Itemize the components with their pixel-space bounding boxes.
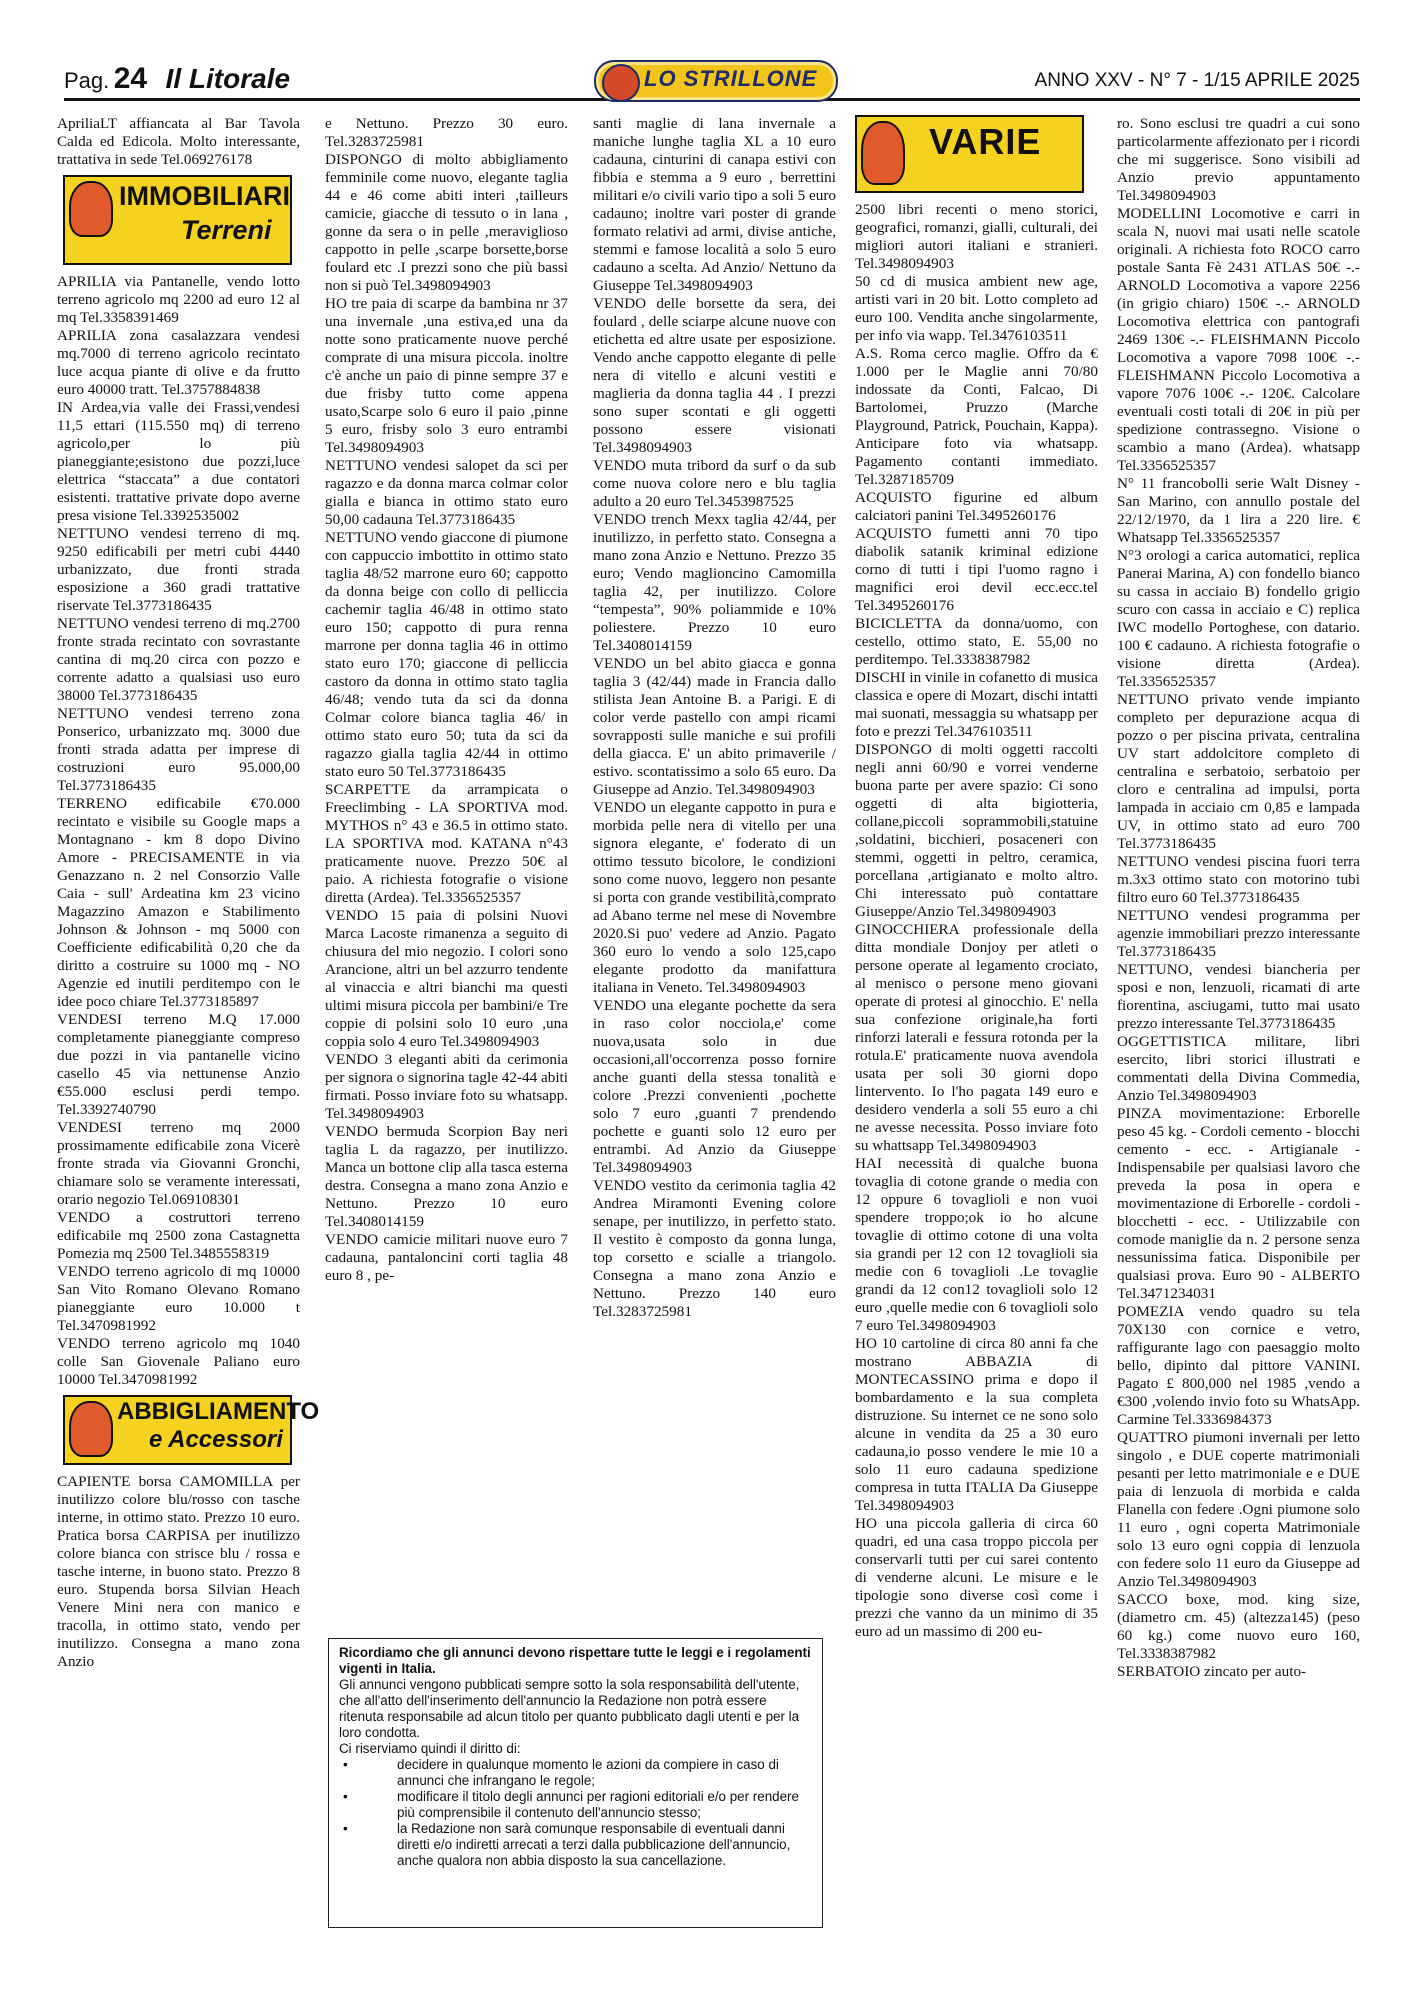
classified-ad: VENDO un bel abito giacca e gonna taglia 3 (42/44) made in Francia dallo stilista Jean Antoine B. a Parigi. E di color verde pastello con ampi ricami sovrapposti sulle maniche e sui profili della giacca. E' un abito primaverile / estivo. scontatissimo a solo 65 euro. Da Giuseppe ad Anzio. Tel.3498094903 [593,655,836,798]
classified-ad: ACQUISTO fumetti anni 70 tipo diabolik satanik kriminal edizione corno di tutti i tipi l'uomo ragno i magnifici eroi devil ecc.ecc.tel Tel.3495260176 [855,525,1098,614]
section-badge-abbigliamento [63,1395,320,1465]
classified-ad: VENDO a costruttori terreno edificabile mq 2500 zona Castagnetta Pomezia mq 2500 Tel.3485558319 [57,1209,300,1262]
newsboy-mascot-icon [69,181,113,237]
lo-strillone-logo [594,60,838,102]
classified-ad: 2500 libri recenti o meno storici, geografici, romanzi, gialli, culturali, dei migliori autori italiani e stranieri. Tel.3498094903 [855,201,1098,272]
notice-title: Ricordiamo che gli annunci devono rispettare tutte le leggi e i regolamenti vigenti in Italia. [339,1645,811,1676]
section-subtitle: Terreni [181,215,272,245]
mascot-icon [602,64,640,102]
classified-ad: DISPONGO di molti oggetti raccolti negli anni 60/90 e vorrei venderne buona parte per avere spazio: Ci sono oggetti di alta bigiotteria, collane,piccoli soprammobili,statuine ,soldatini, bicchieri, posaceneri con stemmi, oggetti in peltro, ceramica, porcellana ,artigianato e molto altro. Chi interessato può contattare Giuseppe/Anzio Tel.3498094903 [855,741,1098,920]
classified-ad: TERRENO edificabile €70.000 recintato e visibile su Google maps a Montagnano - km 8 dopo Divino Amore - PRECISAMENTE in via Genazzano n. 2 nel Consorzio Valle Caia - sull' Ardeatina km 23 vicino Magazzino Amazon e Stabilimento Johnson & Johnson - mq 5000 con Coefficiente edificabilità 0,20 che da diritto a costruire su 1000 mq - NO Agenzie ed inutili perditempo con le idee poco chiare Tel.3773185897 [57,795,300,1010]
classified-ad: SCARPETTE da arrampicata o Freeclimbing - LA SPORTIVA mod. MYTHOS n° 43 e 36.5 in ottimo stato. LA SPORTIVA mod. KATANA n°43 praticamente nuove. Prezzo 50€ al paio. A richiesta fotografie o visione diretta (Ardea). Tel.3356525357 [325,781,568,906]
classified-ad: VENDO delle borsette da sera, dei foulard , delle sciarpe alcune nuove con etichetta ed altre usate per esposizione. Vendo anche cappotto elegante di pelle nera di vitello e alcuni vestiti e maglieria da donna taglia 44 . I prezzi sono super scontati e gli oggetti possono essere visionati Tel.3498094903 [593,295,836,456]
classified-ad: N°3 orologi a carica automatici, replica Panerai Marina, A) con fondello bianco su cassa in acciaio B) fondello grigio scuro con cassa in acciaio e C) replica IWC modello Portoghese, con datario. 100 € cadauno. A richiesta fotografie o visione diretta (Ardea). Tel.3356525357 [1117,547,1360,690]
page-number: 24 [113,62,148,95]
header-left [64,62,290,96]
notice-item-text: la Redazione non sarà comunque responsabile di eventuali danni diretti e/o indiretti arrecati a terzi dalla pubblicazione dell'annuncio, anche qualora non abbia disposto la sua cancellazione. [397,1821,791,1868]
newspaper-name: Il Litorale [165,63,291,94]
classified-ad: NETTUNO privato vende impianto completo per depurazione acqua di pozzo o per piscina privata, centralina UV start addolcitore completo di centralina e serbatoio, serbatoio per cloro e centralina ad impulsi, porta lampada in acciaio cm 0,85 e lampada UV, in ottimo stato ad euro 700 Tel.3773186435 [1117,691,1360,852]
classified-ad: DISPONGO di molto abbigliamento femminile come nuovo, elegante taglia 44 e 46 come abiti interi ,tailleurs camicie, giacche di tessuto o in lana , gonne da sera o in pelle ,meraviglioso cappotto in pelle ,scarpe borsette,borse foulard etc .I prezzi sono che più bassi non si può Tel.3498094903 [325,151,568,294]
classified-ad: GINOCCHIERA professionale della ditta mondiale Donjoy per atleti o persone operate al legamento crociato, al menisco o persone meno giovani operate di protesi al ginocchio. E' nella sua confezione originale,ha forti rinforzi laterali e fessura rotonda per la rotula.E' praticamente nuova avendola usata per soli 30 giorni dopo lintervento. Io l'ho pagata 149 euro e desidero venderla a soli 55 euro a chi ne avesse necessita. Posso inviare foto su whattsapp Tel.3498094903 [855,921,1098,1154]
classified-ad: OGGETTISTICA militare, libri esercito, libri storici illustrati e commentati della Divina Commedia, Anzio Tel.3498094903 [1117,1033,1360,1104]
classified-ad: POMEZIA vendo quadro su tela 70X130 con cornice e vetro, raffigurante lago con paesaggio molto bello, dipinto dal pittore VANINI. Pagato £ 800,000 nel 1985 ,vendo a €300 ,volendo invio foto su WhatsApp. Carmine Tel.3336984373 [1117,1303,1360,1428]
section-title: ABBIGLIAMENTO [117,1398,320,1425]
rules-notice-box [328,1638,823,1928]
classified-ad: NETTUNO vendesi piscina fuori terra m.3x3 ottimo stato con motorino tubi filtro euro 60 Tel.3773186435 [1117,853,1360,906]
classified-ad: MODELLINI Locomotive e carri in scala N, nuovi mai usati nelle scatole originali. A richiesta foto ROCO carro postale Santa Fè 2431 ATLAS 50€ -.- ARNOLD Locomotiva a vapore 2256 (in grigio chiaro) 150€ -.- ARNOLD Locomotiva elettrica con pantografi 2469 130€ -.- FLEISHMANN Piccolo Locomotiva a vapore 7098 100€ -.- FLEISHMANN Piccolo Locomotiva a vapore 7076 100€ -.- 120€. Calcolare eventuali costi totali di 20€ in più per spedizione contrassegno. Visione o scambio a mano (Ardea). whatsapp Tel.3356525357 [1117,205,1360,474]
classified-ad: QUATTRO piumoni invernali per letto singolo , e DUE coperte matrimoniali pesanti per letto matrimoniale e e DUE paia di lenzuola di morbida e calda Flanella con federe .Ogni piumone solo 11 euro , ogni coperta Matrimoniale solo 13 euro ogni coppia di lenzuola con federe solo 11 euro da Giuseppe ad Anzio Tel.3498094903 [1117,1429,1360,1590]
section-title: IMMOBILIARI [119,181,290,211]
classified-ad: NETTUNO vendesi terreno zona Ponserico, urbanizzato mq. 3000 due fronti strada adatta per imprese di costruzioni euro 95.000,00 Tel.3773186435 [57,705,300,794]
classified-ad: DISCHI in vinile in cofanetto di musica classica e opere di Mozart, dischi intatti mai suonati, messaggia su whatsapp per foto e prezzi Tel.3476103511 [855,669,1098,740]
classified-ad: SACCO boxe, mod. king size, (diametro cm. 45) (altezza145) (peso 60 kg.) come nuovo euro 160, Tel.3338387982 [1117,1591,1360,1662]
classified-ad: ACQUISTO figurine ed album calciatori panini Tel.3495260176 [855,489,1098,524]
notice-item [339,1757,812,1789]
notice-item [339,1821,812,1869]
notice-list [339,1757,812,1869]
bullet-icon: • [343,1789,348,1804]
classified-ad: e Nettuno. Prezzo 30 euro. Tel.3283725981 [325,115,568,150]
section-title: VARIE [929,121,1042,162]
notice-body: Gli annunci vengono pubblicati sempre sotto la sola responsabilità dell'utente, che all'atto dell'inserimento dell'annuncio la Redazione non potrà essere ritenuta responsabile ad alcun titolo per quanto pubblicato dagli utenti e per la loro condotta. [339,1677,800,1740]
classified-ad: VENDO terreno agricolo di mq 10000 San Vito Romano Olevano Romano pianeggiante euro 10.000 t Tel.3470981992 [57,1263,300,1334]
classified-ad: santi maglie di lana invernale a maniche lunghe taglia XL a 10 euro cadauna, cinturini di canapa estivi con fibbia e stemma a 9 euro , berrettini militari e/o civili vario tipo a soli 5 euro cadauno; inoltre vari poster di grande formato relativi ad armi, divise antiche, stemmi e famose località a solo 5 euro cadauno a scelta. Ad Anzio/ Nettuno da Giuseppe Tel.3498094903 [593,115,836,294]
column-1 [57,115,320,1671]
classified-ad: VENDO trench Mexx taglia 42/44, per inutilizzo, in perfetto stato. Consegna a mano zona Anzio e Nettuno. Prezzo 35 euro; Vendo maglioncino Camomilla taglia 42, per inutilizzo. Colore “tempesta”, 90% poliammide e 10% poliestere. Prezzo 10 euro Tel.3408014159 [593,511,836,654]
classified-ad: ApriliaLT affiancata al Bar Tavola Calda ed Edicola. Molto interessante, trattativa in sede Tel.069276178 [57,115,300,168]
classified-ad: HO tre paia di scarpe da bambina nr 37 una invernale ,una estiva,ed una da notte sono praticamente nuove perché comprate di una misura piccola. inoltre c'è anche un paio di pinne sempre 37 e due frisby tutto come appena usato,Scarpe solo 6 euro il paio ,pinne 5 euro, frisby solo 3 euro entrambi Tel.3498094903 [325,295,568,456]
classified-ad: VENDO 15 paia di polsini Nuovi Marca Lacoste rimanenza a seguito di chiusura del mio negozio. I colori sono Arancione, altri un bel azzurro tendente al vinaccia e altri bianchi ma questi ultimi misura piccola per bambini/e Tre coppie di polsini solo 10 euro ,una coppia solo 4 euro Tel.3498094903 [325,907,568,1050]
classified-ad: VENDO 3 eleganti abiti da cerimonia per signora o signorina tagle 42-44 abiti firmati. Posso inviare foto su whatsapp. Tel.3498094903 [325,1051,568,1122]
section-badge-terreni [63,175,292,265]
column-2 [325,115,568,1285]
notice-item-text: modificare il titolo degli annunci per ragioni editoriali e/o per rendere più comprensibile il contenuto dell'annuncio stesso; [397,1789,799,1820]
classified-ad: APRILIA via Pantanelle, vendo lotto terreno agricolo mq 2200 ad euro 12 al mq Tel.3358391469 [57,273,300,326]
classified-ad: VENDO camicie militari nuove euro 7 cadauna, pantaloncini corti taglia 48 euro 8 , pe- [325,1231,568,1284]
logo-text: LO STRILLONE [644,66,818,91]
classified-ad: NETTUNO vendesi salopet da sci per ragazzo e da donna marca colmar color gialla e bianca in ottimo stato euro 50,00 cadauna Tel.3773186435 [325,457,568,528]
section-badge-varie [855,115,1084,193]
classified-ad: PINZA movimentazione: Erborelle peso 45 kg. - Cordoli cemento - blocchi cemento - ecc. - Artigianale - Indispensabile per qualsiasi lavoro che preveda la posa in opera e movimentazione di Erborelle - cordoli -blocchetti - ecc. - Utilizzabile con comode maniglie da n. 2 persone senza nessunissima fatica. Disponibile per qualsiasi prova. Euro 90 - ALBERTO Tel.3471234031 [1117,1105,1360,1302]
classified-ad: HAI necessità di qualche buona tovaglia di cotone grande o media con 12 oppure 6 tovaglioli e non vuoi spendere troppo;ok io ho alcune tovaglie di ottimo cotone di una volta sia grandi per 12 con 12 tovaglioli sia medie con 6 tovaglioli .Le tovaglie grandi da 12 con12 tovaglioli solo 12 euro ,quelle medie con 6 tovaglioli solo 7 euro Tel.3498094903 [855,1155,1098,1334]
classified-ad: HO 10 cartoline di circa 80 anni fa che mostrano ABBAZIA di MONTECASSINO prima e dopo il bombardamento e la sua completa distruzione. Su internet ce ne sono solo alcune in vendita da 25 a 30 euro cadauna,io posso vendere le mie 10 a solo 11 euro cadauna spedizione compresa in tutta ITALIA Da Giuseppe Tel.3498094903 [855,1335,1098,1514]
classified-ad: IN Ardea,via valle dei Frassi,vendesi 11,5 ettari (115.550 mq) di terreno agricolo,per lo più pianeggiante;esistono due pozzi,luce elettrica “staccata” a due contatori esistenti. trattative private dopo averne presa visione Tel.3392535002 [57,399,300,524]
classified-ad: NETTUNO vendo giaccone di piumone con cappuccio imbottito in ottimo stato taglia 48/52 marrone euro 60; cappotto da donna beige con collo di pelliccia cachemir taglia 46/48 in ottimo stato euro 150; cappotto di pura renna marrone per donna taglia 46 in ottimo stato euro 170; giaccone di pelliccia castoro da donna in ottimo stato taglia 46/48; vendo tuta da sci da donna Colmar colore bianca taglia 46/ in ottimo stato euro 50; tuta da sci da ragazzo gialla taglia 42/44 in ottimo stato euro 50 Tel.3773186435 [325,529,568,780]
column-3 [593,115,836,1321]
issue-info: ANNO XXV - N° 7 - 1/15 APRILE 2025 [1034,70,1360,91]
classified-ad: A.S. Roma cerco maglie. Offro da € 1.000 per le Maglie anni 70/80 indossate da Conti, Falcao, Di Bartolomei, Pruzzo (Marche Playground, Patrick, Pouchain, Kappa). Anticipare foto via whatsapp. Pagamento contanti immediato. Tel.3287185709 [855,345,1098,488]
classified-ad: VENDO una elegante pochette da sera in raso color nocciola,e' come nuova,usata solo in due occasioni,all'occorrenza posso fornire anche guanti della stessa tonalità e colore .Prezzi convenienti ,pochette solo 7 euro ,guanti 7 prendendo pochette e guanti solo 12 euro per entrambi. Ad Anzio da Giuseppe Tel.3498094903 [593,997,836,1176]
classified-ad: CAPIENTE borsa CAMOMILLA per inutilizzo colore blu/rosso con tasche interne, in ottimo stato. Prezzo 10 euro. Pratica borsa CARPISA per inutilizzo colore bianca con strisce blu / rossa e tasche interne, in buono stato. Prezzo 8 euro. Stupenda borsa Silvian Heach Venere Mini nera con manico e tracolla, in ottimo stato, vendo per inutilizzo. Consegna a mano zona Anzio [57,1473,300,1670]
classified-ad: VENDO un elegante cappotto in pura e morbida pelle nera di vitello per una signora elegante, e' foderato di un ottimo tessuto bicolore, le condizioni sono come nuovo, leggero non pesante si porta con grande vestibilità,comprato ad Abano terme nel mese di Novembre 2020.Si puo' vedere ad Anzio. Pagato 360 euro lo vendo a solo 125,capo elegante prodotto da manifattura italiana in Veneto. Tel.3498094903 [593,799,836,996]
classified-ad: VENDO muta tribord da surf o da sub come nuova colore nero e blu taglia adulto a 20 euro Tel.3453987525 [593,457,836,510]
classified-ad: NETTUNO vendesi terreno di mq. 9250 edificabili per metri cubi 4440 urbanizzato, due fronti strada esposizione a 360 gradi trattative riservate Tel.3773186435 [57,525,300,614]
classified-ad: APRILIA zona casalazzara vendesi mq.7000 di terreno agricolo recintato luce acqua piante di olive e da frutto euro 40000 tratt. Tel.3757884838 [57,327,300,398]
classified-ad: NETTUNO vendesi terreno di mq.2700 fronte strada recintato con sovrastante cantina di mq.20 circa con pozzo e corrente adatto a qualsiasi uso euro 38000 Tel.3773186435 [57,615,300,704]
bullet-icon: • [343,1757,348,1772]
classified-ad: N° 11 francobolli serie Walt Disney - San Marino, con annullo postale del 22/12/1970, da 1 lira a 220 lire. € Whatsapp Tel.3356525357 [1117,475,1360,546]
classified-ad: SERBATOIO zincato per auto- [1117,1663,1307,1680]
classified-ad: VENDESI terreno M.Q 17.000 completamente pianeggiante compreso due pozzi in via pantanelle vicino casello 45 via nettunense Anzio €55.000 esclusi perdi tempo. Tel.3392740790 [57,1011,300,1118]
newsboy-mascot-icon [861,121,905,185]
classified-ad: 50 cd di musica ambient new age, artisti vari in 20 bit. Lotto completo ad euro 100. Vendita anche singolarmente, per info via wapp. Tel.3476103511 [855,273,1098,344]
classified-ad: ro. Sono esclusi tre quadri a cui sono particolarmente affezionato per i ricordi che mi suggerisce. Sono visibili ad Anzio previo appuntamento Tel.3498094903 [1117,115,1360,204]
bullet-icon: • [343,1821,348,1836]
classified-ad: NETTUNO, vendesi biancheria per sposi e non, lenzuoli, ricamati di arte fiorentina, asciugami, tutto mai usato prezzo interessante Tel.3773186435 [1117,961,1360,1032]
column-5 [1117,115,1360,1681]
page-label: Pag. [64,68,110,93]
section-subtitle: e Accessori [149,1426,283,1453]
column-4 [855,115,1098,1641]
classified-ad: VENDESI terreno mq 2000 prossimamente edificabile zona Vicerè fronte strada via Giovanni Gronchi, chiamare solo se veramente interessati, orario negozio Tel.069108301 [57,1119,300,1208]
classified-ad: HO una piccola galleria di circa 60 quadri, ed una casa troppo piccola per conservarli tutti per cui sarei contento di venderne alcuni. Le misure e le tipologie sono diverse così come i prezzi che vanno da un minimo di 35 euro ad un massimo di 200 eu- [855,1515,1098,1640]
notice-item-text: decidere in qualunque momento le azioni da compiere in caso di annunci che infrangano le regole; [397,1757,779,1788]
classified-ad: VENDO bermuda Scorpion Bay neri taglia L da ragazzo, per inutilizzo. Manca un bottone clip alla tasca esterna destra. Consegna a mano zona Anzio e Nettuno. Prezzo 10 euro Tel.3408014159 [325,1123,568,1230]
classified-ad: NETTUNO vendesi programma per agenzie immobiliari prezzo interessante Tel.3773186435 [1117,907,1360,960]
classified-ad: VENDO vestito da cerimonia taglia 42 Andrea Miramonti Evening colore senape, per inutilizzo, in perfetto stato. Il vestito è composto da gonna lunga, top corsetto e scialle a triangolo. Consegna a mano zona Anzio e Nettuno. Prezzo 140 euro Tel.3283725981 [593,1177,836,1320]
notice-intro: Ci riserviamo quindi il diritto di: [339,1741,521,1756]
notice-item [339,1789,812,1821]
classified-ad: VENDO terreno agricolo mq 1040 colle San Giovenale Paliano euro 10000 Tel.3470981992 [57,1335,300,1388]
newsboy-mascot-icon [69,1401,113,1457]
classified-ad: BICICLETTA da donna/uomo, con cestello, ottimo stato, E. 55,00 no perditempo. Tel.3338387982 [855,615,1098,668]
